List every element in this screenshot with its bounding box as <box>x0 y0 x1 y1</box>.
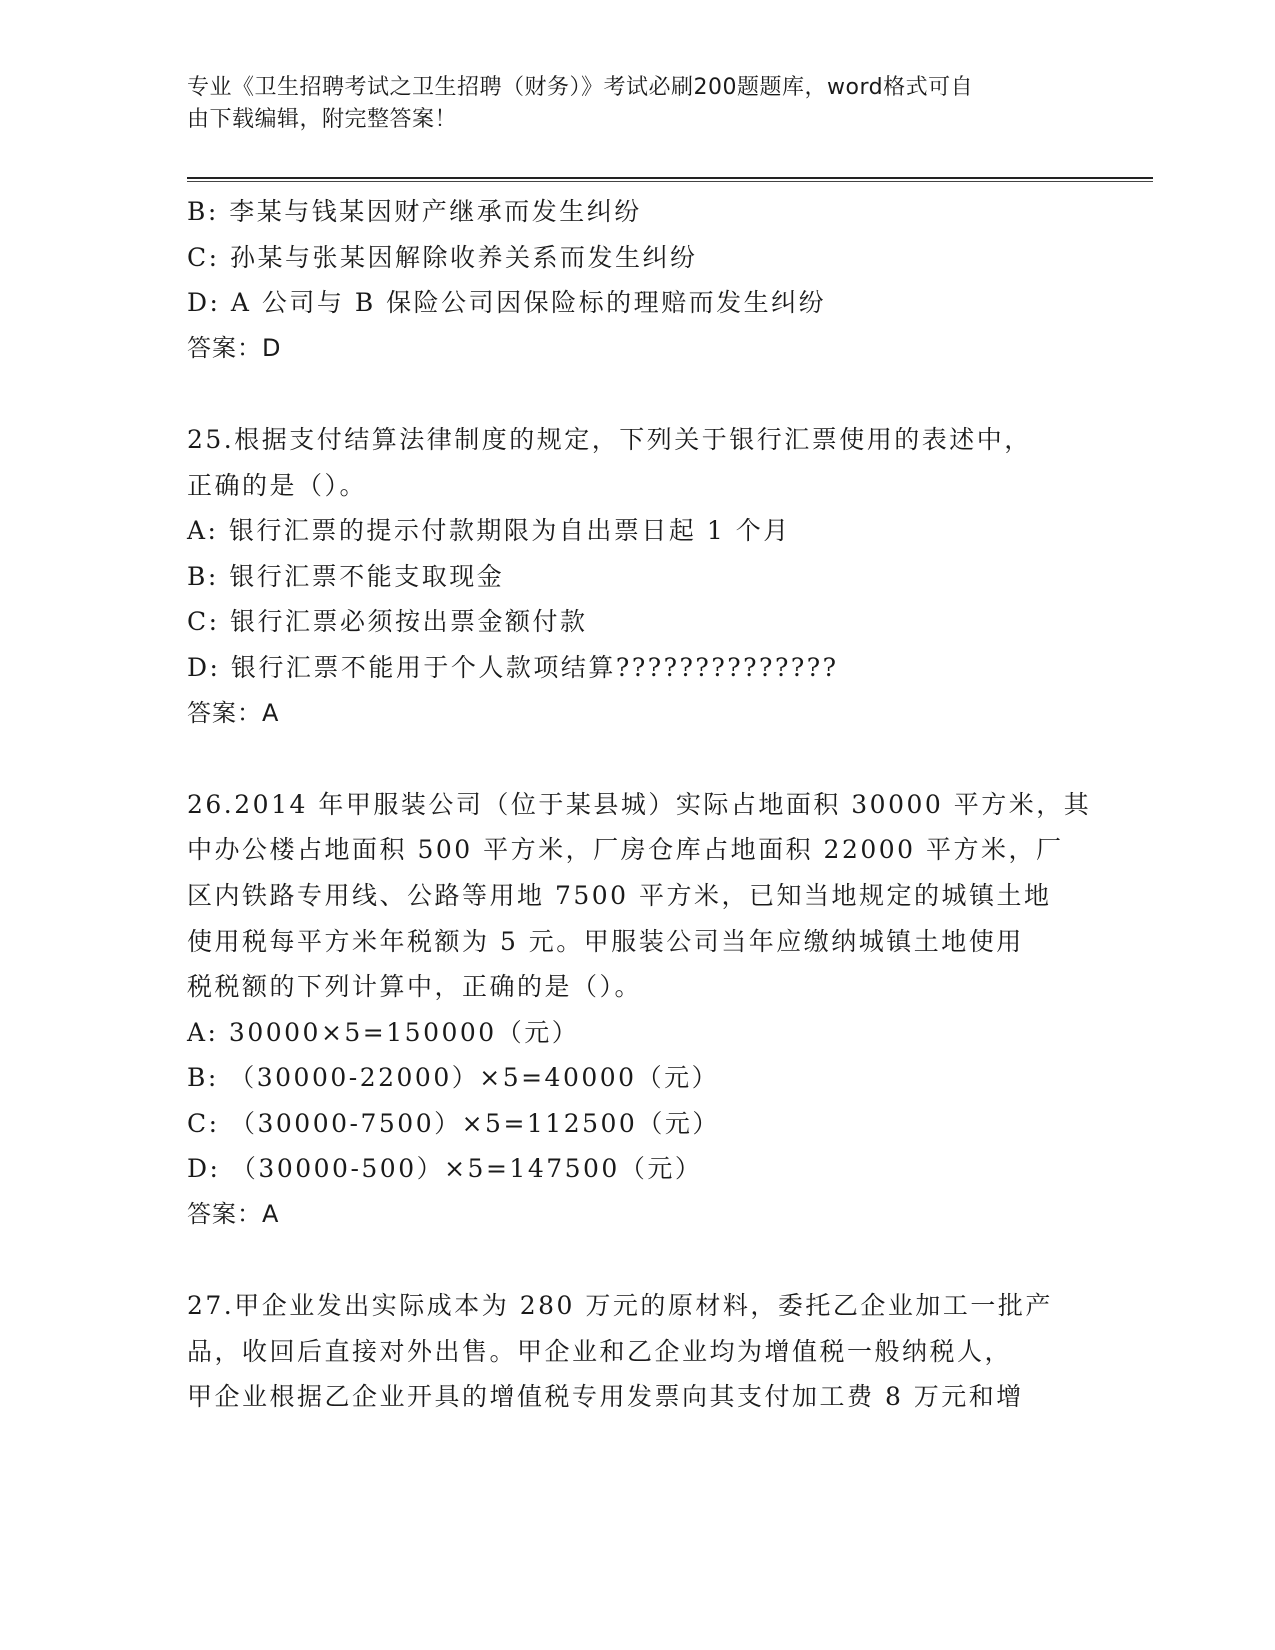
header-divider-thin <box>187 181 1153 182</box>
q24-answer: 答案：D <box>187 333 282 362</box>
q24-option-d: D: A 公司与 B 保险公司因保险标的理赔而发生纠纷 <box>187 288 827 318</box>
header-divider <box>187 177 1153 179</box>
q26-stem-line: 税税额的下列计算中，正确的是（）。 <box>187 972 643 1002</box>
q25-stem-line: 25.根据支付结算法律制度的规定，下列关于银行汇票使用的表述中， <box>187 424 1032 454</box>
q27-stem-line: 品，收回后直接对外出售。甲企业和乙企业均为增值税一般纳税人， <box>187 1336 1013 1366</box>
page-header <box>187 72 1067 136</box>
q25-answer: 答案：A <box>187 698 280 727</box>
q25-option-b: B: 银行汇票不能支取现金 <box>187 561 505 591</box>
q26-option-a: A: 30000×5=150000（元） <box>187 1017 580 1047</box>
q25-option-a: A: 银行汇票的提示付款期限为自出票日起 1 个月 <box>187 516 791 546</box>
q26-option-d: D: （30000-500）×5=147500（元） <box>187 1154 703 1184</box>
q27-stem-line: 27.甲企业发出实际成本为 280 万元的原材料，委托乙企业加工一批产 <box>187 1291 1053 1321</box>
header-line: 由下载编辑，附完整答案！ <box>187 107 458 132</box>
question-content <box>187 189 1092 1420</box>
q26-stem-line: 中办公楼占地面积 500 平方米，厂房仓库占地面积 22000 平方米，厂 <box>187 835 1064 865</box>
q26-answer: 答案：A <box>187 1200 280 1229</box>
q26-stem-line: 26.2014 年甲服装公司（位于某县城）实际占地面积 30000 平方米，其 <box>187 789 1092 819</box>
q26-option-b: B: （30000-22000）×5=40000（元） <box>187 1063 720 1093</box>
q26-option-c: C: （30000-7500）×5=112500（元） <box>187 1108 720 1138</box>
spacer <box>187 371 1087 417</box>
spacer <box>187 736 1087 782</box>
spacer <box>187 1238 1087 1284</box>
q24-option-c: C: 孙某与张某因解除收养关系而发生纠纷 <box>187 242 698 272</box>
q25-stem-line: 正确的是（）。 <box>187 470 368 500</box>
q24-option-b: B: 李某与钱某因财产继承而发生纠纷 <box>187 197 642 226</box>
q26-stem-line: 使用税每平方米年税额为 5 元。甲服装公司当年应缴纳城镇土地使用 <box>187 926 1024 956</box>
q25-option-d: D: 银行汇票不能用于个人款项结算?????????????? <box>187 652 839 682</box>
header-line: 专业《卫生招聘考试之卫生招聘（财务）》考试必刷200题题库，word格式可自 <box>187 75 974 100</box>
q25-option-c: C: 银行汇票必须按出票金额付款 <box>187 607 588 637</box>
q26-stem-line: 区内铁路专用线、公路等用地 7500 平方米，已知当地规定的城镇土地 <box>187 880 1052 910</box>
q27-stem-line: 甲企业根据乙企业开具的增值税专用发票向其支付加工费 8 万元和增 <box>187 1382 1024 1412</box>
